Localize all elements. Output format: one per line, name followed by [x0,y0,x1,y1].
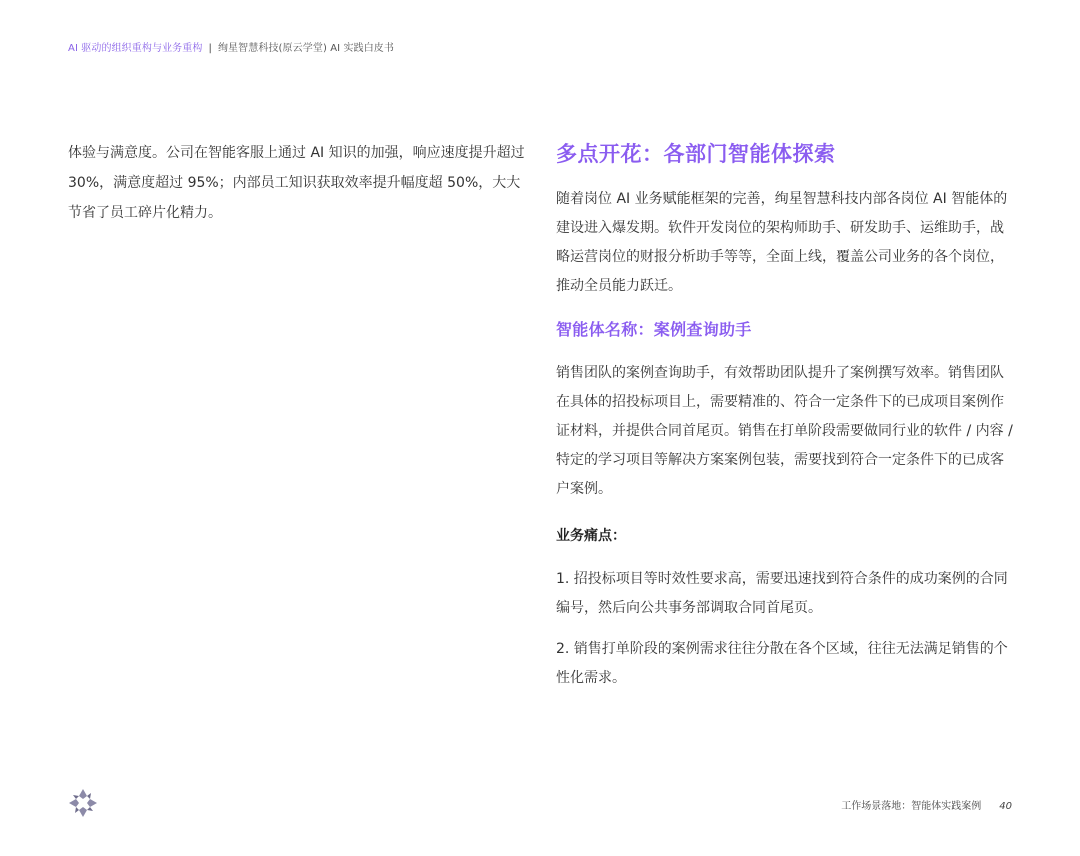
page-footer [841,797,1012,812]
left-column [68,138,528,228]
footer-label: 工作场景落地：智能体实践案例 [841,801,982,812]
agent-title: 智能体名称：案例查询助手 [556,320,752,339]
four-arrow-logo-icon [68,788,98,818]
header-separator: | [208,43,212,54]
intro-paragraph: 随着岗位 AI 业务赋能框架的完善，绚星智慧科技内部各岗位 AI 智能体的建设进入爆发期。软件开发岗位的架构师助手、研发助手、运维助手，战略运营岗位的财报分析助手等等，全面上线，覆盖公司业务的各个岗位，推动全员能力跃迁。 [556,191,1008,294]
agent-description: 销售团队的案例查询助手，有效帮助团队提升了案例撰写效率。销售团队在具体的招投标项目上，需要精准的、符合一定条件下的已成项目案例作证材料，并提供合同首尾页。销售在打单阶段需要做同行业的软件 / 内容 / 特定的学习项目等解决方案案例包装，需要找到符合一定条件下的已成客户案例。 [556,365,1013,497]
pain-point-item: 2. 销售打单阶段的案例需求往往分散在各个区域，往往无法满足销售的个性化需求。 [556,641,1008,686]
left-paragraph: 体验与满意度。公司在智能客服上通过 AI 知识的加强，响应速度提升超过 30%，满意度超过 95%；内部员工知识获取效率提升幅度超 50%，大大节省了员工碎片化精力。 [68,145,525,221]
page-number: 40 [999,801,1012,812]
section-title: 多点开花：各部门智能体探索 [556,142,836,166]
header-document-section: AI 驱动的组织重构与业务重构 [68,43,203,54]
pain-point-item: 1. 招投标项目等时效性要求高，需要迅速找到符合条件的成功案例的合同编号，然后向公共事务部调取合同首尾页。 [556,571,1008,616]
pain-points-title: 业务痛点： [556,528,626,544]
running-header [68,39,394,54]
header-document-title: 绚星智慧科技(原云学堂) AI 实践白皮书 [217,43,395,54]
right-column [556,138,1014,705]
